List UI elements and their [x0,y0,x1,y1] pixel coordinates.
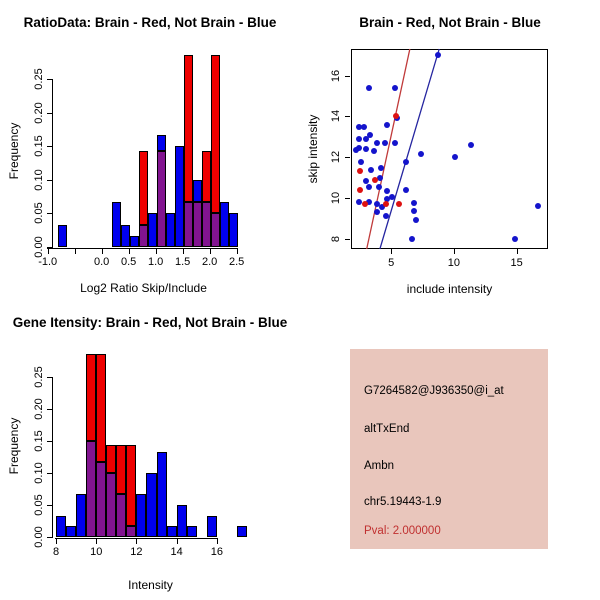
y-tick-label: 16 [330,69,342,82]
hist-bar-blue [166,213,175,247]
x-tick-label: 10 [447,257,461,269]
y-tick [47,113,52,114]
y-tick-label: 0.00 [33,236,45,258]
scatter-point-blue [403,187,409,193]
hist-bar-red [202,151,211,202]
scatter-point-blue [363,178,369,184]
hist-bar-overlap [193,202,202,247]
hist-bar-red [126,445,136,526]
scatter-point-blue [411,200,417,206]
scatter-point-blue [384,122,390,128]
x-axis-title: include intensity [406,282,493,296]
scatter-point-blue [376,184,382,190]
info-probe-id: G7264582@J936350@i_at [364,385,504,397]
hist-bar-red [184,55,193,202]
hist-bar-blue [112,202,121,247]
hist-bar-blue [167,526,177,537]
scatter-frame [351,49,548,249]
y-tick [47,441,52,442]
hist-bar-blue [175,146,184,247]
hist-bar-overlap [202,202,211,247]
y-tick [47,213,52,214]
hist-bar-overlap [96,462,106,537]
x-tick-label: 10 [90,546,103,558]
gene-hist-plot [0,300,300,600]
hist-bar-blue [76,494,86,537]
y-axis-title: Frequency [7,417,21,474]
hist-bar-blue [136,494,146,537]
y-tick [345,116,350,117]
x-tick-label: 5 [388,257,395,269]
gene-hist-title: Gene Itensity: Brain - Red, Not Brain - Blue [12,315,288,330]
x-tick-label: 1.5 [174,256,191,268]
scatter-point-red [372,177,378,183]
hist-bar-blue [146,473,156,537]
y-tick [47,505,52,506]
x-axis-title: Log2 Ratio Skip/Include [80,281,207,295]
hist-bar-blue [237,526,247,537]
x-tick-label: 8 [52,546,60,558]
panel-ratio-histogram [0,0,300,300]
hist-bar-blue [187,526,197,537]
x-tick [391,249,392,254]
y-tick [345,198,350,199]
y-tick-label: 10 [330,191,342,205]
panel-gene-intensity-histogram [0,300,300,600]
x-tick [237,249,238,254]
y-tick-label: 0.25 [33,68,45,90]
info-event-type: altTxEnd [364,423,410,435]
y-tick [47,180,52,181]
x-tick [517,249,518,254]
hist-bar-blue [207,516,217,537]
scatter-point-blue [411,208,417,214]
x-tick-label: -1.0 [38,256,58,268]
hist-bar-overlap [184,202,193,247]
hist-bar-blue [148,213,157,247]
x-tick [183,249,184,254]
info-location: chr5.19443-1.9 [364,496,442,508]
hist-bar-blue [193,180,202,202]
y-tick [47,79,52,80]
y-tick [47,377,52,378]
y-tick-label: 0.20 [33,101,45,124]
y-tick [47,146,52,147]
hist-bar-overlap [157,151,166,247]
x-tick-label: 0.0 [94,256,110,268]
scatter-point-blue [356,136,362,142]
x-tick-label: 1.0 [147,256,164,268]
x-tick-label: 2.5 [228,256,245,268]
hist-bar-overlap [211,213,220,247]
x-tick [156,249,157,254]
scatter-point-blue [363,146,369,152]
y-tick [47,247,52,248]
hist-bar-blue [66,526,76,537]
scatter-point-blue [366,184,372,190]
hist-bar-blue [177,505,187,537]
y-axis-title: skip intensity [306,114,320,184]
hist-bar-blue [130,236,139,247]
scatter-point-blue [392,85,398,91]
x-tick-label: 2.0 [201,256,218,268]
info-box [350,349,548,549]
scatter-point-blue [382,140,388,146]
scatter-point-red [357,187,363,193]
y-tick-label: 0.00 [33,526,45,548]
y-axis-line [52,377,53,538]
ratio-hist-plot [0,0,300,300]
y-tick [345,76,350,77]
hist-bar-overlap [106,473,116,537]
hist-bar-overlap [86,441,96,537]
y-tick-label: 0.10 [33,169,45,191]
info-pval: Pval: 2.000000 [364,525,441,537]
x-tick [177,539,178,544]
x-tick [102,249,103,254]
y-axis-line [52,79,53,248]
y-tick-label: 0.25 [33,366,45,388]
hist-bar-blue [56,516,66,537]
hist-bar-red [116,445,126,494]
x-tick [75,249,76,254]
x-tick [136,539,137,544]
x-tick [56,539,57,544]
x-tick-label: 0.5 [121,256,137,268]
y-tick [47,409,52,410]
hist-bar-blue [121,225,130,247]
y-tick-label: 0.10 [33,462,45,484]
scatter-point-blue [353,147,359,153]
scatter-point-red [396,201,402,207]
y-tick [345,157,350,158]
scatter-point-blue [435,52,441,58]
y-tick-label: 12 [330,151,342,164]
scatter-point-blue [363,136,369,142]
hist-bar-red [106,445,116,473]
scatter-point-blue [361,124,367,130]
y-tick-label: 0.05 [33,202,45,225]
hist-bar-red [96,354,106,462]
hist-bar-blue [229,213,238,247]
y-tick [47,537,52,538]
scatter-point-blue [366,85,372,91]
y-tick-label: 0.15 [33,135,45,157]
hist-bar-overlap [126,526,136,537]
y-axis-title: Frequency [7,122,21,180]
hist-bar-blue [220,202,229,247]
x-tick-label: 15 [510,257,523,269]
x-tick-label: 14 [170,546,183,558]
y-tick-label: 0.20 [33,398,45,420]
scatter-point-blue [392,140,398,146]
scatter-point-blue [356,199,362,205]
hist-bar-red [211,55,220,214]
y-tick-label: 0.15 [33,430,45,452]
scatter-plot [300,0,600,300]
hist-bar-blue [157,135,166,151]
x-tick [129,249,130,254]
hist-bar-blue [157,452,167,537]
y-tick [345,239,350,240]
hist-bar-blue [58,225,67,247]
hist-bar-overlap [139,225,148,247]
hist-bar-red [86,354,96,441]
panel-gene-info [300,300,600,600]
panel-intensity-scatter [300,0,600,300]
hist-bar-red [139,151,148,225]
x-tick [217,539,218,544]
x-tick [454,249,455,254]
y-tick-label: 0.05 [33,494,45,516]
x-tick [96,539,97,544]
y-tick-label: 8 [330,235,342,242]
scatter-point-red [362,201,368,207]
x-axis-title: Intensity [128,578,173,592]
hist-bar-overlap [116,494,126,537]
x-tick [48,249,49,254]
scatter-point-blue [371,148,377,154]
scatter-title: Brain - Red, Not Brain - Blue [359,15,541,30]
y-tick [47,473,52,474]
x-tick-label: 16 [210,546,223,558]
y-tick-label: 14 [330,110,342,123]
x-tick-label: 12 [130,546,143,558]
x-tick [210,249,211,254]
ratio-hist-title: RatioData: Brain - Red, Not Brain - Blue [23,15,277,30]
info-gene-name: Ambn [364,460,395,472]
